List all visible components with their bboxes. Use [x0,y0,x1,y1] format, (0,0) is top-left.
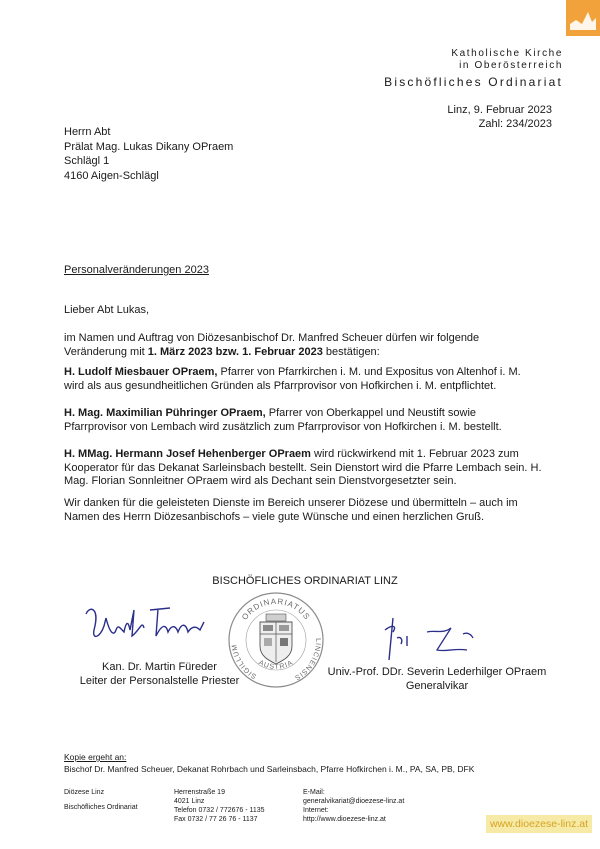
copy-block [64,751,474,775]
intro-text-end: bestätigen: [322,345,380,358]
reference-number: Zahl: 234/2023 [478,118,552,130]
seal-bottom-text: AUSTRIA [257,659,295,671]
copy-recipients: Bischof Dr. Manfred Scheuer, Dekanat Rohrbach und Sarleinsbach, Pfarre Hofkirchen i. M., PA, SA, PB, DFK [64,764,475,774]
subject-line: Personalveränderungen 2023 [64,264,209,276]
signatory-left-title: Leiter der Personalstelle Priester [79,675,240,687]
website-badge[interactable]: www.dioezese-linz.at [486,815,592,833]
footer-col-2 [174,788,265,824]
recipient-line: Prälat Mag. Lukas Dikany OPraem [64,140,234,153]
change-paragraph-1 [64,366,542,393]
footer-line: Telefon 0732 / 772676 - 1135 [174,807,265,814]
seal-right-text: LINCIENSIS [292,638,322,682]
effective-dates: 1. März 2023 bzw. 1. Februar 2023 [147,345,323,358]
footer-col-3 [303,788,404,824]
signatory-left-name: Kan. Dr. Martin Füreder [102,661,217,673]
change-text: Pfarrer von Pfarrkirchen i. M. und Expositus von Altenhof i. M. wird als aus gesundheitlichen Gründen als Pfarrprovisor von Hofkirchen i. M. entpflichtet. [64,366,521,392]
church-logo-icon [566,0,600,36]
intro-paragraph [64,332,542,359]
recipient-line: Schlägl 1 [64,155,110,167]
footer-email[interactable]: generalvikariat@dioezese-linz.at [303,798,405,805]
copy-label: Kopie ergeht an: [64,752,127,762]
org-name: Bischöfliches Ordinariat [384,75,563,89]
person-name: H. Ludolf Miesbauer OPraem, [64,366,218,378]
footer-line: Bischöfliches Ordinariat [64,804,138,811]
change-paragraph-2 [64,407,542,434]
intro-text: im Namen und Auftrag von Diözesanbischof Dr. Manfred Scheuer dürfen wir folgende Veränderung mit [64,332,480,358]
signatory-left [77,660,242,688]
letter-date: Linz, 9. Februar 2023 [447,104,552,116]
footer-website[interactable]: http://www.dioezese-linz.at [303,816,386,823]
org-line-1: Katholische Kirche [451,48,563,59]
person-name: H. Mag. Maximilian Pühringer OPraem, [64,407,266,419]
issuer-line: BISCHÖFLICHES ORDINARIAT LINZ [212,575,398,587]
org-line-2: in Oberösterreich [459,60,563,71]
person-name: H. MMag. Hermann Josef Hehenberger OPraem [64,448,311,460]
church-logo [566,0,600,36]
coat-of-arms-icon [260,614,292,664]
footer-line: Internet: [303,807,329,814]
footer-line: Herrenstraße 19 [174,789,225,796]
signatory-right [318,665,556,693]
signatory-right-name: Univ.-Prof. DDr. Severin Lederhilger OPraem [327,666,547,678]
footer-line: 4021 Linz [174,798,205,805]
salutation: Lieber Abt Lukas, [64,304,150,316]
closing-paragraph: Wir danken für die geleisteten Dienste im Bereich unserer Diözese und übermitteln – auch im Namen des Herrn Diözesanbischofs – viele gute Wünsche und einen herzlichen Gruß. [64,497,518,523]
recipient-address [64,125,233,183]
footer-col-1 [64,788,138,812]
date-block [447,103,552,131]
change-paragraph-3 [64,448,542,489]
change-text: Pfarrer von Oberkappel und Neustift sowie Pfarrprovisor von Lembach wird zusätzlich zum Pfarrprovisor von Hofkirchen i. M. bestellt. [64,407,502,433]
footer-line: E-Mail: [303,789,325,796]
signature-right [375,610,485,665]
seal-left-text: SIGILLUM [231,643,258,680]
footer-line: Fax 0732 / 77 26 76 - 1137 [174,816,258,823]
recipient-line: Herrn Abt [64,126,111,138]
change-text: wird rückwirkend mit 1. Februar 2023 zum Kooperator für das Dekanat Sarleinsbach bestellt. Sein Dienstort wird die Pfarre Lembach sein. H. Mag. Florian Sonnleitner OPraem wird als Dechant sein Dienstvorgesetzter sein. [64,448,542,487]
footer-line: Diözese Linz [64,789,105,796]
recipient-line: 4160 Aigen-Schlägl [64,169,159,182]
signatory-right-title: Generalvikar [405,680,469,692]
signature-left [80,600,212,650]
seal-top-text: ORDINARIATUS [240,596,312,622]
